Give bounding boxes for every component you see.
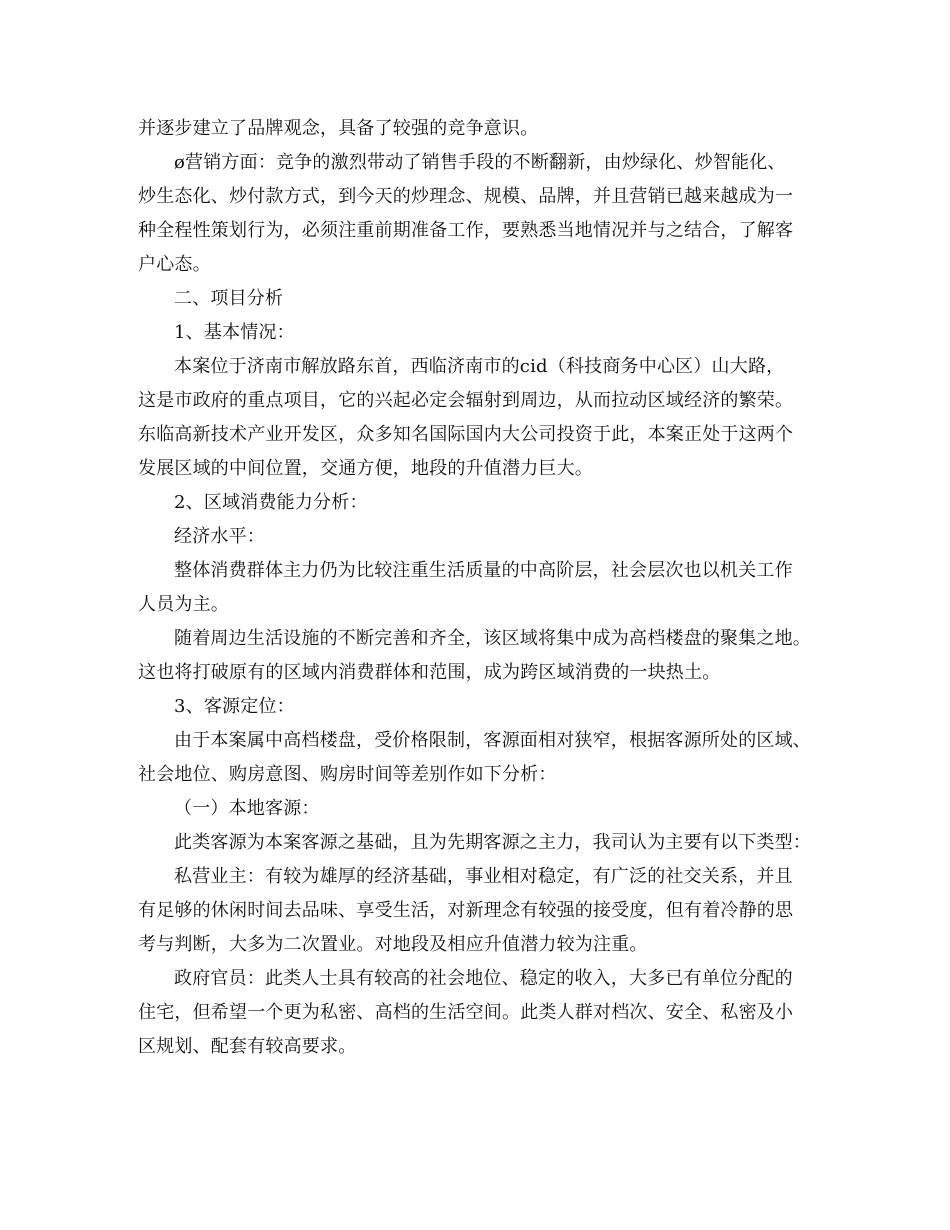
subsection-heading: 2、区域消费能力分析： (174, 492, 368, 513)
text-line: 本案位于济南市解放路东首，西临济南市的cid（科技商务中心区）山大路， (174, 356, 785, 377)
text-line: 发展区域的中间位置，交通方便，地段的升值潜力巨大。 (138, 458, 593, 479)
subsection-heading: 1、基本情况： (174, 322, 295, 343)
text-line: 考与判断，大多为二次置业。对地段及相应升值潜力较为注重。 (138, 934, 648, 955)
subsection-heading: （一）本地客源： (174, 798, 320, 819)
text-line: 私营业主：有较为雄厚的经济基础，事业相对稳定，有广泛的社交关系，并且 (174, 866, 793, 887)
text-line: 区规划、配套有较高要求。 (138, 1036, 357, 1057)
text-line: 东临高新技术产业开发区，众多知名国际国内大公司投资于此，本案正处于这两个 (138, 424, 794, 445)
text-line: 此类客源为本案客源之基础，且为先期客源之主力，我司认为主要有以下类型： (174, 832, 811, 853)
subsection-heading: 3、客源定位： (174, 696, 295, 717)
section-heading: 二、项目分析 (174, 288, 284, 309)
text-line: 并逐步建立了品牌观念，具备了较强的竞争意识。 (138, 118, 539, 139)
text-line: 政府官员：此类人士具有较高的社会地位、稳定的收入，大多已有单位分配的 (174, 968, 793, 989)
text-line: 这是市政府的重点项目，它的兴起必定会辐射到周边，从而拉动区域经济的繁荣。 (138, 390, 794, 411)
text-line: 经济水平： (174, 526, 265, 547)
text-line: 随着周边生活设施的不断完善和齐全，该区域将集中成为高档楼盘的聚集之地。 (174, 628, 811, 649)
text-line: ø营销方面：竞争的激烈带动了销售手段的不断翻新，由炒绿化、炒智能化、 (174, 152, 786, 173)
text-line: 由于本案属中高档楼盘，受价格限制，客源面相对狭窄，根据客源所处的区域、 (174, 730, 811, 751)
text-line: 住宅，但希望一个更为私密、高档的生活空间。此类人群对档次、安全、私密及小 (138, 1002, 794, 1023)
text-line: 这也将打破原有的区域内消费群体和范围，成为跨区域消费的一块热土。 (138, 662, 721, 683)
text-line: 种全程性策划行为，必须注重前期准备工作，要熟悉当地情况并与之结合，了解客 (138, 220, 794, 241)
text-line: 户心态。 (138, 254, 211, 275)
text-line: 炒生态化、炒付款方式，到今天的炒理念、规模、品牌，并且营销已越来越成为一 (138, 186, 794, 207)
text-line: 人员为主。 (138, 594, 229, 615)
text-line: 社会地位、购房意图、购房时间等差别作如下分析： (138, 764, 557, 785)
text-line: 有足够的休闲时间去品味、享受生活，对新理念有较强的接受度，但有着冷静的思 (138, 900, 794, 921)
text-line: 整体消费群体主力仍为比较注重生活质量的中高阶层，社会层次也以机关工作 (174, 560, 793, 581)
